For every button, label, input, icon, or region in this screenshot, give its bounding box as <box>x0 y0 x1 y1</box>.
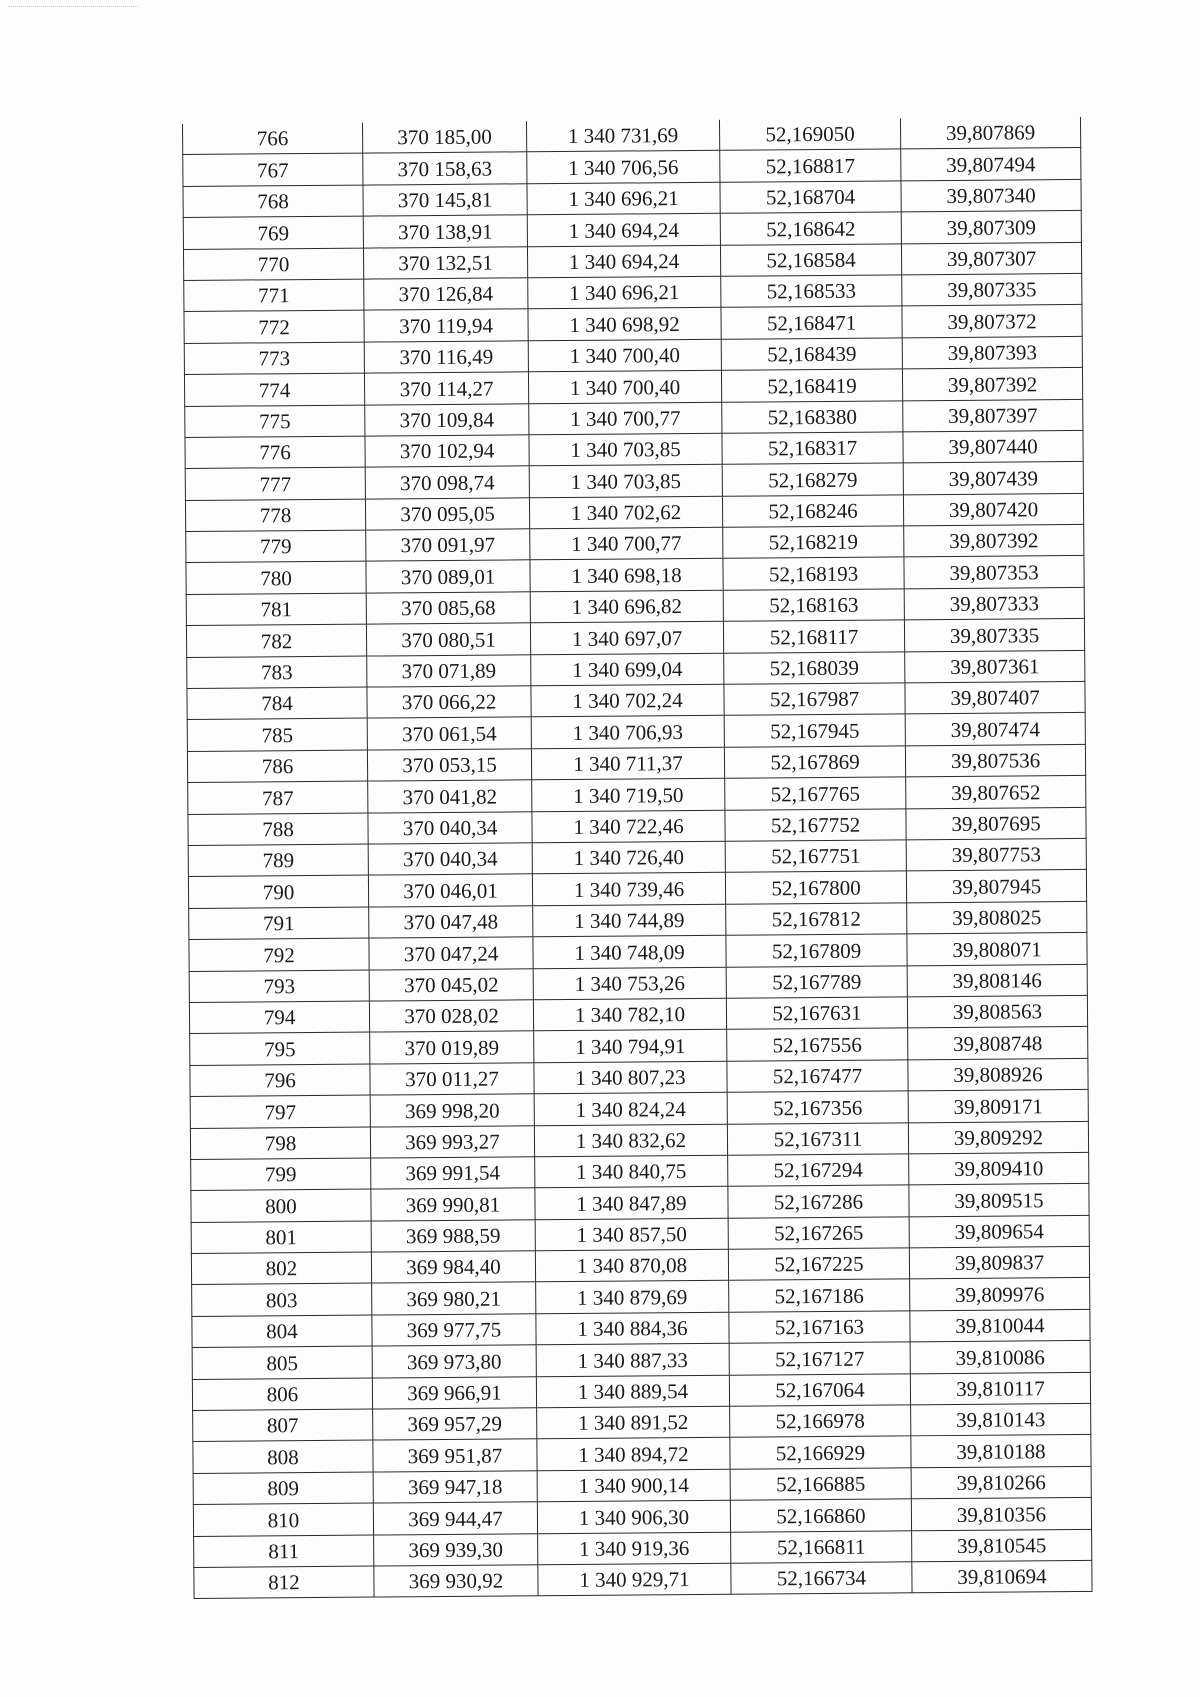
latitude-cell: 52,168317 <box>722 432 903 465</box>
longitude-cell: 39,808146 <box>907 964 1087 997</box>
x-coordinate-cell: 369 984,40 <box>371 1251 535 1284</box>
x-coordinate-cell: 370 126,84 <box>364 278 528 311</box>
y-coordinate-cell: 1 340 694,24 <box>527 213 720 246</box>
x-coordinate-cell: 370 089,01 <box>366 560 530 593</box>
y-coordinate-cell: 1 340 700,77 <box>530 527 723 560</box>
y-coordinate-cell: 1 340 900,14 <box>537 1469 730 1502</box>
y-coordinate-cell: 1 340 753,26 <box>533 967 726 1000</box>
point-number-cell: 809 <box>193 1472 373 1505</box>
point-number-cell: 771 <box>184 279 364 312</box>
longitude-cell: 39,808025 <box>907 901 1087 934</box>
point-number-cell: 774 <box>184 373 364 406</box>
coordinates-table <box>182 117 1093 1599</box>
point-number-cell: 806 <box>192 1378 372 1411</box>
latitude-cell: 52,168163 <box>723 589 904 622</box>
point-number-cell: 795 <box>190 1032 370 1065</box>
longitude-cell: 39,809837 <box>909 1246 1089 1279</box>
x-coordinate-cell: 370 119,94 <box>364 309 528 342</box>
x-coordinate-cell: 369 991,54 <box>371 1157 535 1190</box>
latitude-cell: 52,168439 <box>721 338 902 371</box>
y-coordinate-cell: 1 340 887,33 <box>536 1343 729 1376</box>
longitude-cell: 39,807353 <box>904 556 1084 589</box>
point-number-cell: 790 <box>188 875 368 908</box>
x-coordinate-cell: 369 993,27 <box>370 1125 534 1158</box>
y-coordinate-cell: 1 340 719,50 <box>532 778 725 811</box>
longitude-cell: 39,808071 <box>907 933 1087 966</box>
point-number-cell: 773 <box>184 342 364 375</box>
latitude-cell: 52,167869 <box>724 746 905 779</box>
scan-artifact <box>8 6 138 9</box>
latitude-cell: 52,166978 <box>730 1405 911 1438</box>
latitude-cell: 52,167356 <box>727 1091 908 1124</box>
y-coordinate-cell: 1 340 840,75 <box>535 1155 728 1188</box>
latitude-cell: 52,168039 <box>724 651 905 684</box>
latitude-cell: 52,167812 <box>726 903 907 936</box>
latitude-cell: 52,167631 <box>726 997 907 1030</box>
y-coordinate-cell: 1 340 891,52 <box>537 1406 730 1439</box>
longitude-cell: 39,809410 <box>909 1152 1089 1185</box>
latitude-cell: 52,167265 <box>728 1216 909 1249</box>
y-coordinate-cell: 1 340 847,89 <box>535 1187 728 1220</box>
latitude-cell: 52,168117 <box>723 620 904 653</box>
point-number-cell: 796 <box>190 1064 370 1097</box>
longitude-cell: 39,807393 <box>902 336 1082 369</box>
x-coordinate-cell: 370 053,15 <box>367 749 531 782</box>
point-number-cell: 800 <box>191 1189 371 1222</box>
x-coordinate-cell: 370 116,49 <box>364 341 528 374</box>
latitude-cell: 52,168642 <box>720 212 901 245</box>
x-coordinate-cell: 370 019,89 <box>370 1031 534 1064</box>
point-number-cell: 792 <box>189 938 369 971</box>
latitude-cell: 52,166860 <box>730 1499 911 1532</box>
longitude-cell: 39,810188 <box>911 1435 1091 1468</box>
point-number-cell: 789 <box>188 844 368 877</box>
latitude-cell: 52,168380 <box>722 400 903 433</box>
longitude-cell: 39,809654 <box>909 1215 1089 1248</box>
latitude-cell: 52,166734 <box>731 1562 912 1595</box>
point-number-cell: 794 <box>189 1001 369 1034</box>
point-number-cell: 785 <box>187 718 367 751</box>
y-coordinate-cell: 1 340 711,37 <box>531 747 724 780</box>
latitude-cell: 52,168419 <box>721 369 902 402</box>
latitude-cell: 52,168193 <box>723 557 904 590</box>
longitude-cell: 39,807307 <box>901 242 1081 275</box>
point-number-cell: 805 <box>192 1346 372 1379</box>
latitude-cell: 52,166929 <box>730 1436 911 1469</box>
y-coordinate-cell: 1 340 696,21 <box>527 182 720 215</box>
y-coordinate-cell: 1 340 919,36 <box>538 1532 731 1565</box>
x-coordinate-cell: 370 085,68 <box>366 592 530 625</box>
longitude-cell: 39,807372 <box>902 305 1082 338</box>
longitude-cell: 39,809976 <box>910 1278 1090 1311</box>
longitude-cell: 39,808926 <box>908 1058 1088 1091</box>
latitude-cell: 52,168817 <box>720 149 901 182</box>
y-coordinate-cell: 1 340 722,46 <box>532 810 725 843</box>
latitude-cell: 52,167945 <box>724 714 905 747</box>
x-coordinate-cell: 370 071,89 <box>367 654 531 687</box>
point-number-cell: 778 <box>185 499 365 532</box>
point-number-cell: 768 <box>183 185 363 218</box>
x-coordinate-cell: 370 045,02 <box>369 968 533 1001</box>
x-coordinate-cell: 370 098,74 <box>365 466 529 499</box>
latitude-cell: 52,167765 <box>725 777 906 810</box>
y-coordinate-cell: 1 340 857,50 <box>535 1218 728 1251</box>
x-coordinate-cell: 369 988,59 <box>371 1219 535 1252</box>
longitude-cell: 39,808563 <box>907 995 1087 1028</box>
point-number-cell: 782 <box>186 624 366 657</box>
latitude-cell: 52,167800 <box>725 871 906 904</box>
longitude-cell: 39,810356 <box>911 1498 1091 1531</box>
latitude-cell: 52,167163 <box>729 1311 910 1344</box>
y-coordinate-cell: 1 340 696,21 <box>528 276 721 309</box>
longitude-cell: 39,807945 <box>906 870 1086 903</box>
latitude-cell: 52,168219 <box>723 526 904 559</box>
point-number-cell: 767 <box>183 153 363 186</box>
longitude-cell: 39,809292 <box>908 1121 1088 1154</box>
x-coordinate-cell: 369 966,91 <box>372 1376 536 1409</box>
x-coordinate-cell: 370 047,24 <box>369 937 533 970</box>
y-coordinate-cell: 1 340 702,24 <box>531 684 724 717</box>
x-coordinate-cell: 370 066,22 <box>367 686 531 719</box>
x-coordinate-cell: 369 939,30 <box>374 1533 538 1566</box>
y-coordinate-cell: 1 340 700,77 <box>529 402 722 435</box>
point-number-cell: 788 <box>188 813 368 846</box>
point-number-cell: 780 <box>186 562 366 595</box>
longitude-cell: 39,810694 <box>912 1560 1092 1593</box>
x-coordinate-cell: 370 080,51 <box>366 623 530 656</box>
x-coordinate-cell: 369 930,92 <box>374 1565 538 1598</box>
point-number-cell: 797 <box>190 1095 370 1128</box>
latitude-cell: 52,167752 <box>725 808 906 841</box>
x-coordinate-cell: 370 145,81 <box>363 184 527 217</box>
longitude-cell: 39,807869 <box>900 117 1080 149</box>
x-coordinate-cell: 370 095,05 <box>365 497 529 530</box>
y-coordinate-cell: 1 340 694,24 <box>527 245 720 278</box>
latitude-cell: 52,169050 <box>719 118 900 150</box>
y-coordinate-cell: 1 340 703,85 <box>529 465 722 498</box>
longitude-cell: 39,807309 <box>901 211 1081 244</box>
x-coordinate-cell: 370 185,00 <box>362 121 526 153</box>
latitude-cell: 52,168279 <box>722 463 903 496</box>
longitude-cell: 39,807753 <box>906 838 1086 871</box>
x-coordinate-cell: 370 109,84 <box>365 403 529 436</box>
point-number-cell: 770 <box>183 248 363 281</box>
longitude-cell: 39,810086 <box>910 1341 1090 1374</box>
latitude-cell: 52,167556 <box>727 1028 908 1061</box>
y-coordinate-cell: 1 340 726,40 <box>532 841 725 874</box>
y-coordinate-cell: 1 340 697,07 <box>530 622 723 655</box>
x-coordinate-cell: 370 047,48 <box>369 906 533 939</box>
point-number-cell: 811 <box>194 1535 374 1568</box>
latitude-cell: 52,168246 <box>722 495 903 528</box>
longitude-cell: 39,807333 <box>904 587 1084 620</box>
y-coordinate-cell: 1 340 700,40 <box>528 339 721 372</box>
y-coordinate-cell: 1 340 824,24 <box>534 1092 727 1125</box>
x-coordinate-cell: 369 990,81 <box>371 1188 535 1221</box>
longitude-cell: 39,808748 <box>908 1027 1088 1060</box>
y-coordinate-cell: 1 340 906,30 <box>537 1500 730 1533</box>
x-coordinate-cell: 370 102,94 <box>365 435 529 468</box>
latitude-cell: 52,167809 <box>726 934 907 967</box>
y-coordinate-cell: 1 340 702,62 <box>529 496 722 529</box>
longitude-cell: 39,807695 <box>906 807 1086 840</box>
latitude-cell: 52,166811 <box>731 1530 912 1563</box>
y-coordinate-cell: 1 340 739,46 <box>532 873 725 906</box>
x-coordinate-cell: 369 977,75 <box>372 1314 536 1347</box>
point-number-cell: 793 <box>189 970 369 1003</box>
longitude-cell: 39,807335 <box>904 619 1084 652</box>
longitude-cell: 39,810545 <box>912 1529 1092 1562</box>
x-coordinate-cell: 369 951,87 <box>373 1439 537 1472</box>
longitude-cell: 39,807392 <box>904 525 1084 558</box>
latitude-cell: 52,167286 <box>728 1185 909 1218</box>
latitude-cell: 52,167789 <box>726 965 907 998</box>
x-coordinate-cell: 370 046,01 <box>368 874 532 907</box>
longitude-cell: 39,809171 <box>908 1090 1088 1123</box>
latitude-cell: 52,167477 <box>727 1060 908 1093</box>
longitude-cell: 39,807652 <box>906 776 1086 809</box>
longitude-cell: 39,807407 <box>905 681 1085 714</box>
latitude-cell: 52,168533 <box>721 275 902 308</box>
coordinates-table-body <box>182 117 1092 1599</box>
x-coordinate-cell: 369 957,29 <box>373 1408 537 1441</box>
longitude-cell: 39,807439 <box>903 462 1083 495</box>
y-coordinate-cell: 1 340 731,69 <box>526 120 719 152</box>
x-coordinate-cell: 370 040,34 <box>368 843 532 876</box>
point-number-cell: 799 <box>191 1158 371 1191</box>
y-coordinate-cell: 1 340 832,62 <box>534 1124 727 1157</box>
longitude-cell: 39,810266 <box>911 1466 1091 1499</box>
longitude-cell: 39,807440 <box>903 430 1083 463</box>
y-coordinate-cell: 1 340 794,91 <box>534 1030 727 1063</box>
y-coordinate-cell: 1 340 744,89 <box>533 904 726 937</box>
longitude-cell: 39,807397 <box>903 399 1083 432</box>
x-coordinate-cell: 370 011,27 <box>370 1062 534 1095</box>
longitude-cell: 39,807361 <box>905 650 1085 683</box>
longitude-cell: 39,807340 <box>901 179 1081 212</box>
x-coordinate-cell: 370 028,02 <box>369 1000 533 1033</box>
longitude-cell: 39,807536 <box>905 744 1085 777</box>
x-coordinate-cell: 369 973,80 <box>372 1345 536 1378</box>
latitude-cell: 52,168471 <box>721 306 902 339</box>
point-number-cell: 810 <box>193 1503 373 1536</box>
latitude-cell: 52,167751 <box>725 840 906 873</box>
point-number-cell: 766 <box>182 123 362 155</box>
y-coordinate-cell: 1 340 782,10 <box>533 998 726 1031</box>
y-coordinate-cell: 1 340 884,36 <box>536 1312 729 1345</box>
point-number-cell: 777 <box>185 467 365 500</box>
x-coordinate-cell: 370 114,27 <box>364 372 528 405</box>
x-coordinate-cell: 370 138,91 <box>363 215 527 248</box>
x-coordinate-cell: 369 947,18 <box>373 1471 537 1504</box>
y-coordinate-cell: 1 340 929,71 <box>538 1563 731 1596</box>
point-number-cell: 808 <box>193 1440 373 1473</box>
point-number-cell: 807 <box>193 1409 373 1442</box>
longitude-cell: 39,807494 <box>901 148 1081 181</box>
point-number-cell: 803 <box>192 1283 372 1316</box>
y-coordinate-cell: 1 340 700,40 <box>528 370 721 403</box>
longitude-cell: 39,809515 <box>909 1184 1089 1217</box>
x-coordinate-cell: 370 061,54 <box>367 717 531 750</box>
x-coordinate-cell: 370 091,97 <box>366 529 530 562</box>
point-number-cell: 791 <box>189 907 369 940</box>
y-coordinate-cell: 1 340 879,69 <box>536 1281 729 1314</box>
point-number-cell: 775 <box>185 405 365 438</box>
point-number-cell: 812 <box>194 1566 374 1599</box>
table-row <box>194 1560 1092 1598</box>
y-coordinate-cell: 1 340 894,72 <box>537 1438 730 1471</box>
point-number-cell: 779 <box>186 530 366 563</box>
y-coordinate-cell: 1 340 699,04 <box>531 653 724 686</box>
latitude-cell: 52,167987 <box>724 683 905 716</box>
y-coordinate-cell: 1 340 703,85 <box>529 433 722 466</box>
longitude-cell: 39,807392 <box>902 368 1082 401</box>
point-number-cell: 784 <box>187 687 367 720</box>
latitude-cell: 52,166885 <box>730 1468 911 1501</box>
x-coordinate-cell: 370 158,63 <box>363 152 527 185</box>
y-coordinate-cell: 1 340 706,93 <box>531 716 724 749</box>
y-coordinate-cell: 1 340 748,09 <box>533 935 726 968</box>
point-number-cell: 772 <box>184 310 364 343</box>
latitude-cell: 52,167225 <box>728 1248 909 1281</box>
x-coordinate-cell: 369 980,21 <box>372 1282 536 1315</box>
latitude-cell: 52,167311 <box>727 1122 908 1155</box>
longitude-cell: 39,810044 <box>910 1309 1090 1342</box>
y-coordinate-cell: 1 340 889,54 <box>536 1375 729 1408</box>
latitude-cell: 52,168584 <box>720 243 901 276</box>
x-coordinate-cell: 370 041,82 <box>368 780 532 813</box>
point-number-cell: 769 <box>183 216 363 249</box>
y-coordinate-cell: 1 340 698,18 <box>530 559 723 592</box>
latitude-cell: 52,167186 <box>729 1279 910 1312</box>
y-coordinate-cell: 1 340 870,08 <box>535 1249 728 1282</box>
longitude-cell: 39,807474 <box>905 713 1085 746</box>
y-coordinate-cell: 1 340 698,92 <box>528 308 721 341</box>
x-coordinate-cell: 370 132,51 <box>363 246 527 279</box>
point-number-cell: 787 <box>188 781 368 814</box>
longitude-cell: 39,810143 <box>911 1403 1091 1436</box>
point-number-cell: 783 <box>187 656 367 689</box>
point-number-cell: 786 <box>187 750 367 783</box>
x-coordinate-cell: 369 944,47 <box>373 1502 537 1535</box>
y-coordinate-cell: 1 340 807,23 <box>534 1061 727 1094</box>
latitude-cell: 52,167064 <box>729 1373 910 1406</box>
point-number-cell: 804 <box>192 1315 372 1348</box>
point-number-cell: 776 <box>185 436 365 469</box>
point-number-cell: 781 <box>186 593 366 626</box>
latitude-cell: 52,167294 <box>728 1154 909 1187</box>
latitude-cell: 52,167127 <box>729 1342 910 1375</box>
longitude-cell: 39,807335 <box>902 273 1082 306</box>
x-coordinate-cell: 370 040,34 <box>368 811 532 844</box>
latitude-cell: 52,168704 <box>720 181 901 214</box>
x-coordinate-cell: 369 998,20 <box>370 1094 534 1127</box>
y-coordinate-cell: 1 340 696,82 <box>530 590 723 623</box>
point-number-cell: 801 <box>191 1221 371 1254</box>
longitude-cell: 39,807420 <box>903 493 1083 526</box>
longitude-cell: 39,810117 <box>910 1372 1090 1405</box>
point-number-cell: 802 <box>191 1252 371 1285</box>
point-number-cell: 798 <box>190 1127 370 1160</box>
y-coordinate-cell: 1 340 706,56 <box>527 151 720 184</box>
